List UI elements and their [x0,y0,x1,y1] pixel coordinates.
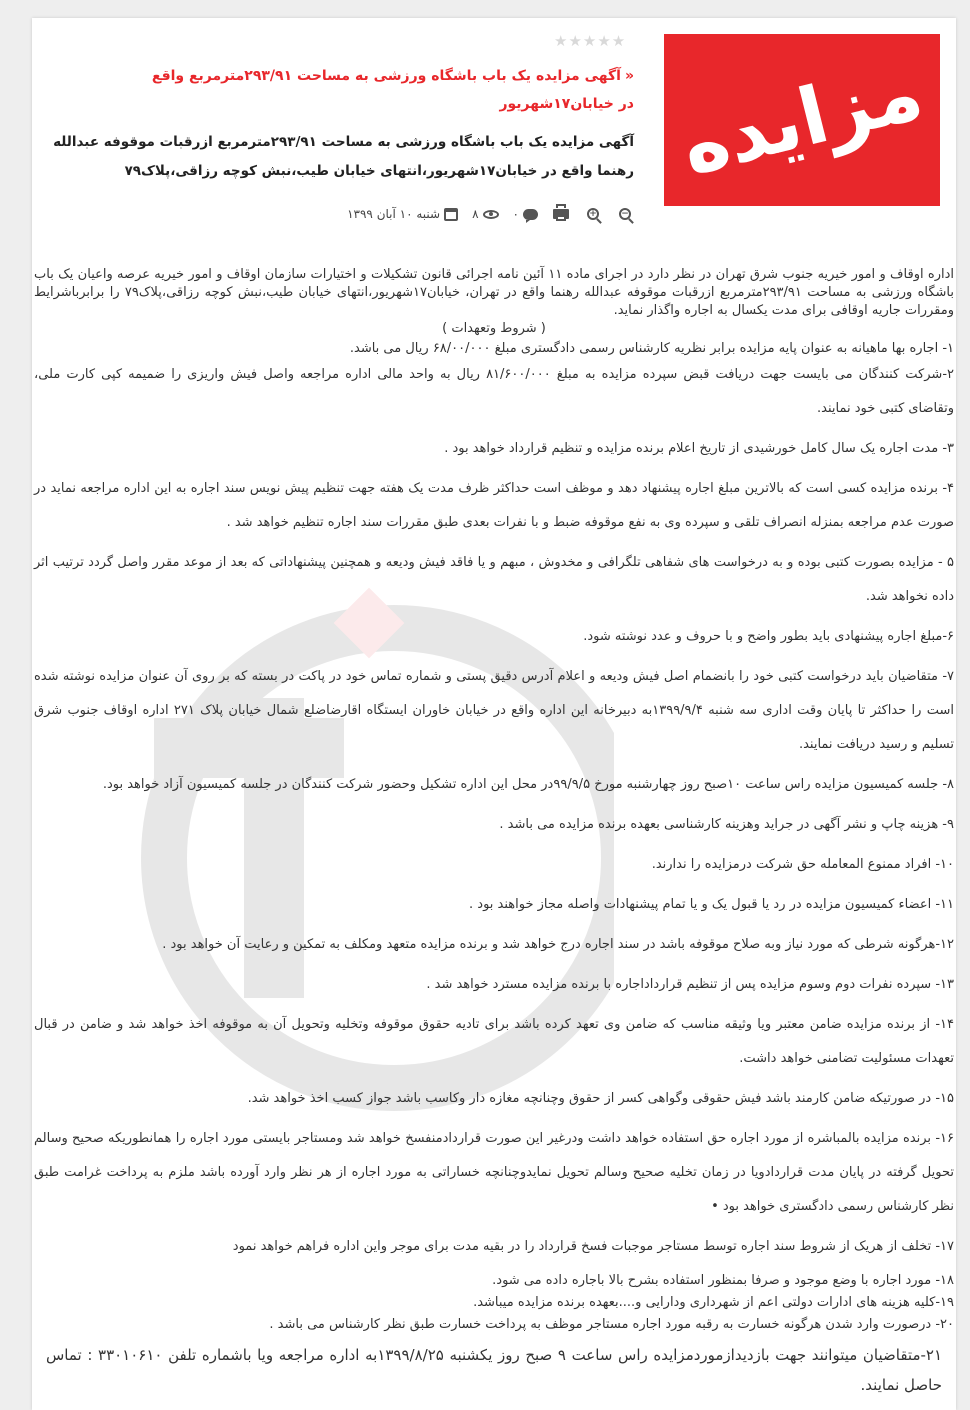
comment-count[interactable] [513,207,538,221]
rating-stars[interactable]: ★★★★★ [554,32,627,50]
condition-9: ۹- هزینه چاپ و نشر آگهی در جراید وهزینه کارشناسی بعهده برنده مزایده می باشد . [499,817,954,832]
condition-11: ۱۱- اعضاء کمیسیون مزایده در رد یا قبول یک و یا تمام پیشنهادات واصله مجاز خواهند بود . [469,897,954,912]
condition-14: ۱۴- از برنده مزایده ضامن معتبر ویا وثیقه مناسب که ضامن وی تعهد کرده باشد برای تادیه حقوق موقوفه وتخلیه وتحویل آن به موقوفه اخذ خواهد شد و ضامن در قبال تعهدات مسئولیت تضامنی خواهد داشت. [34,1017,954,1066]
article-meta [347,202,634,226]
zoom-out-icon: − [619,208,631,220]
print-button[interactable] [552,205,570,223]
condition-8: ۸- جلسه کمیسیون مزایده راس ساعت ۱۰صبح روز چهارشنبه مورخ ۹۹/۹/۵در محل این اداره تشکیل وحضور شرکت کنندگان در جلسه کمیسیون آزاد خواهد بود. [102,777,954,792]
article-card [32,18,956,1410]
condition-6: ۶-مبلغ اجاره پیشنهادی باید بطور واضح و با حروف و عدد نوشته شود. [583,629,954,644]
view-count [472,207,498,221]
condition-20: ۲۰- درصورت وارد شدن هرگونه خسارت به رقبه مورد اجاره مستاجر موظف به پرداخت خسارت طبق نظر کارشناس می باشد . [269,1317,954,1332]
comment-count-text: ۰ [512,207,519,221]
condition-1: ۱- اجاره بها ماهیانه به عنوان پایه مزایده برابر نظریه کارشناس رسمی دادگستری مبلغ ۶۸/۰۰/۰۰۰ ریال می باشد. [349,341,954,356]
banner-logo-text: مزایده [672,46,932,194]
eye-icon [483,210,499,219]
condition-18: ۱۸- مورد اجاره با وضع موجود و صرفا بمنظور استفاده بشرح بالا باجاره داده می شود. [492,1273,954,1288]
body-intro: اداره اوقاف و امور خیریه جنوب شرق تهران در نظر دارد در اجرای ماده ۱۱ آئین نامه اجرائی قانون تشکیلات و اختیارات سازمان اوقاف و امور خیریه عرصه واعیان یک باب باشگاه ورزشی به مساحت ۲۹۳/۹۱مترمربع ازرقبات موقوفه عبدالله رهنما واقع در تهران، خیابان۱۷شهریور،انتهای خیابان طیب،نبش کوچه رزاقی،پلاک۷۹ را برابرباشرایط ومقررات جاریه اوقافی برای مدت یکسال به اجاره واگذار نماید. [34,267,955,318]
article-title[interactable] [150,62,634,118]
condition-4: ۴- برنده مزایده کسی است که بالاترین مبلغ اجاره پیشنهاد دهد و موظف است حداکثر ظرف مدت یک هفته جهت تنظیم پیش نویس سند اجاره به این اداره مراجعه نماید در صورت عدم مراجعه بمنزله انصراف تلقی و سپرده وی به نفع موقوفه ضبط و با نفرات بعدی طبق مقررات سند اجاره تنظیم خواهد شد . [34,481,954,530]
condition-15: ۱۵- در صورتیکه ضامن کارمند باشد فیش حقوقی وگواهی کسر از حقوق وچنانچه مغازه دار وکاسب باشد جواز کسب اخذ خواهد شد. [247,1091,954,1106]
zoom-in-button[interactable] [584,205,602,223]
view-count-text: ۸ [472,207,479,221]
printer-icon [553,209,569,219]
condition-13: ۱۳- سپرده نفرات دوم وسوم مزایده پس از تنظیم قرارداداجاره با برنده مزایده مسترد خواهد شد . [426,977,954,992]
calendar-icon [444,208,458,221]
article-image[interactable] [664,34,940,206]
condition-5: ۵ - مزایده بصورت کتبی بوده و به درخواست های شفاهی تلگرافی و مخدوش ، مبهم و یا فاقد فیش ودیعه و همچنین پیشنهاداتی که بعد از موعد مقرر واصل گردد ترتیب اثر داده نخواهد شد. [34,555,954,604]
publish-date [347,207,458,221]
condition-19: ۱۹-کلیه هزینه های ادارات دولتی اعم از شهرداری ودارایی و....بعهده برنده مزایده میباشد. [473,1295,954,1310]
article-body [32,266,956,1410]
condition-10: ۱۰- افراد ممنوع المعامله حق شرکت درمزایده را ندارند. [651,857,954,872]
condition-2: ۲-شرکت کنندگان می بایست جهت دریافت قبض سپرده مزایده به مبلغ ۸۱/۶۰۰/۰۰۰ ریال به واحد مالی اداره مراجعه واصل فیش واریزی را ضمیمه کپی کارت ملی، وتقاضای کتبی خود نمایند. [34,367,954,416]
condition-16: ۱۶- برنده مزایده بالمباشره از مورد اجاره حق استفاده خواهد داشت ودرغیر این صورت قراردادمنفسخ خواهد شد ومستاجر بایستی مورد اجاره را همانطوریکه صحیح وسالم تحویل گرفته در پایان مدت قراردادویا در زمان تخلیه صحیح وسالم تحویل نمایدوچنانچه خساراتی به مورد اجاره از هر نظر وارد آورده باشد ملزم به پرداخت غرامت طبق نظر کارشناس رسمی دادگستری خواهد بود • [34,1131,954,1214]
condition-17: ۱۷- تخلف از هریک از شروط سند اجاره توسط مستاجر موجبات فسخ قرارداد را در بقیه مدت برای موجر واین اداره فراهم خواهد نمود [232,1239,954,1254]
zoom-out-button[interactable] [616,205,634,223]
condition-7: ۷- متقاضیان باید درخواست کتبی خود را بانضمام اصل فیش ودیعه و اعلام آدرس دقیق پستی و شماره تماس خود در پاکت در بسته که بر روی آن عنوان مزایده نوشته شده است را حداکثر تا پایان وقت اداری سه شنبه ۱۳۹۹/۹/۴به دبیرخانه این اداره واقع در خیابان خاوران ایستگاه اقارضاضلع شمال خیابان پلاک ۲۷۱ اداره اوقاف جنوب شرق تسلیم و رسید دریافت نمایند. [34,669,955,752]
comment-icon [523,209,538,220]
article-title-text: آگهی مزایده یک باب باشگاه ورزشی به مساحت ۲۹۳/۹۱مترمربع واقع در خیابان۱۷شهریور [151,68,634,112]
publish-date-text: شنبه ۱۰ آبان ۱۳۹۹ [347,207,441,221]
conditions-header: ( شروط وتعهدات ) [442,321,546,336]
zoom-in-icon: + [587,208,599,220]
article-lead: آگهی مزایده یک باب باشگاه ورزشی به مساحت ۲۹۳/۹۱مترمربع ازرقبات موقوفه عبدالله رهنما واقع در خیابان۱۷شهریور،انتهای خیابان طیب،نبش کوچه رزاقی،پلاک۷۹ [53,134,634,179]
title-arrow-icon: « [624,68,634,84]
condition-3: ۳- مدت اجاره یک سال کامل خورشیدی از تاریخ اعلام برنده مزایده و تنظیم قرارداد خواهد بود . [444,441,954,456]
condition-12: ۱۲-هرگونه شرطی که مورد نیاز وبه صلاح موقوفه باشد در سند اجاره درج خواهد شد و برنده مزایده متعهد ومکلف به تمکین و رعایت آن خواهد بود . [162,937,954,952]
condition-21: ۲۱-متقاضیان میتوانند جهت بازدیدازموردمزایده راس ساعت ۹ صبح روز یکشنبه ۱۳۹۹/۸/۲۵به اداره مراجعه ویا باشماره تلفن ۳۳۰۱۰۶۱۰ : تماس حاصل نمایند. [46,1346,943,1394]
